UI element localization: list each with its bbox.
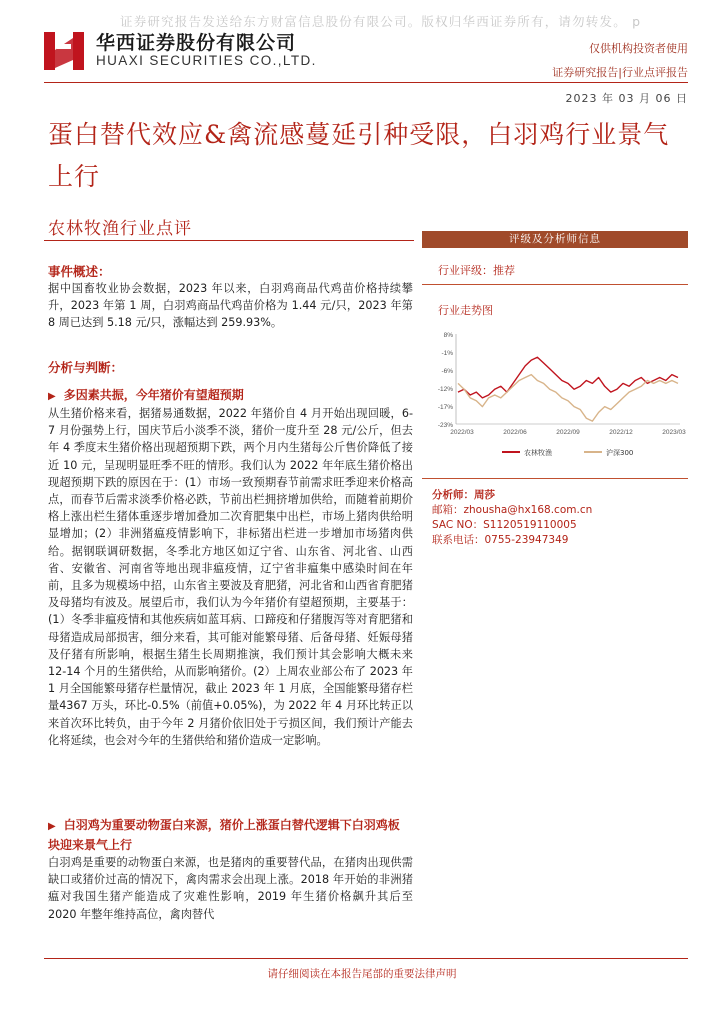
point1-heading: [48, 386, 408, 406]
chart-x-tick-label: 2022/06: [503, 429, 527, 436]
chart-legend-label: 沪深300: [606, 449, 634, 457]
panel-heading: 评级及分析师信息: [422, 231, 688, 248]
rating-label: 行业评级：: [438, 264, 493, 277]
analyst-info: [432, 488, 592, 548]
analyst-email[interactable]: 邮箱：zhousha@hx168.com.cn: [432, 504, 593, 516]
company-name-cn: 华西证券股份有限公司: [96, 32, 297, 54]
chart-y-tick-label: -12%: [437, 386, 453, 393]
chart-y-tick-label: -1%: [441, 350, 453, 357]
header-divider: [44, 82, 688, 83]
bullet-triangle-icon: ▶: [48, 821, 56, 832]
point2-text: 白羽鸡是重要的动物蛋白来源，也是猪肉的重要替代品，在猪肉出现供需缺口或猪价过高的情况下，禽肉需求会出现上涨。2018 年开始的非洲猪瘟对我国生猪产能造成了灾难性影响，2019 年生猪价格飙升其后至 2020 年整年维持高位，禽肉替代: [48, 856, 413, 921]
report-date: 2023 年 03 月 06 日: [565, 92, 688, 105]
chart-y-tick-label: -17%: [437, 404, 453, 411]
point2-heading: [48, 816, 408, 855]
trend-chart-title: 行业走势图: [438, 304, 493, 317]
report-type: 证券研究报告|行业点评报告: [552, 66, 688, 79]
footer-divider: [44, 958, 688, 959]
chart-x-tick-label: 2022/12: [609, 429, 633, 436]
point1-text: 从生猪价格来看，据猪易通数据，2022 年猪价自 4 月开始出现回暖，6-7 月份强势上行，国庆节后小淡季不淡，猪价一度升至 28 元/公斤，但去年 4 季度末生猪价格出现超预期下跌，两个月内生猪每公斤售价降低了接近 10 元，呈现明显旺季不旺的情形。我们认为 2022 年年底生猪价格出现超预期下跌的原因在于：(1）市场一致预期春节前需求旺季迎来价格高点，而春节后需求淡季价格必跌，节前出栏拥挤增加供给，而随着前期价格上涨出栏生猪体重逐步增加叠加二次育肥集中出栏，市场上猪肉供给明显增加；(2）非洲猪瘟疫情影响下，非标猪出栏进一步增加市场猪肉供给。据钢联调研数据，冬季北方地区如辽宁省、山东省、河北省、山西省、安徽省、河南省等地出现非瘟疫情，辽宁省非瘟集中感染时间在年前，且多为规模场中招，山东省主要波及育肥猪，河北省和山西省育肥猪及母猪均有波及。展望后市，我们认为今年猪价有望超预期，主要基于：(1）冬季非瘟疫情和其他疾病如蓝耳病、口蹄疫和仔猪腹泻等对育肥猪和母猪造成局部损害，细分来看，其可能对能繁母猪、后备母猪、妊娠母猪及仔猪有所影响，根据生猪生长周期推演，我们预计其会影响大概未来 12-14 个月的生猪供给，从而影响猪价。(2）上周农业部公布了 2023 年 1 月全国能繁母猪存栏量情况，截止 2023 年 1 月底，全国能繁母猪存栏量4367 万头，环比-0.5%（前值+0.05%)，为 2022 年 4 月环比转正以来首次环比转负，由于今年 2 月猪价依旧处于亏损区间，我们预计产能去化将延续，也会对今年的生猪供给和猪价造成一定影响。: [48, 407, 413, 747]
event-heading: 事件概述：: [48, 264, 111, 279]
analyst-name: 分析师：周莎: [432, 489, 495, 501]
point1-heading-text: 多因素共振，今年猪价有望超预期: [63, 388, 244, 402]
chart-y-tick-label: 8%: [443, 332, 453, 339]
point2-heading-text: 白羽鸡为重要动物蛋白来源，猪价上涨蛋白替代逻辑下白羽鸡板块迎来景气上行: [48, 818, 400, 852]
analysis-heading: 分析与判断：: [48, 360, 124, 375]
analyst-sac: SAC NO：S1120519110005: [432, 519, 577, 531]
event-text: 据中国畜牧业协会数据，2023 年以来，白羽鸡商品代鸡苗价格持续攀升，2023 年第 1 周，白羽鸡商品代鸡苗价格为 1.44 元/只，2023 年第 8 周已达到 5.18 元/只，涨幅达到 259.93%。: [48, 282, 413, 330]
chart-series-line-1: [458, 357, 678, 398]
chart-y-tick-label: -6%: [441, 368, 453, 375]
chart-x-tick-label: 2022/09: [556, 429, 580, 436]
industry-rating: [438, 262, 515, 278]
bullet-triangle-icon: ▶: [48, 391, 56, 402]
watermark: 证券研究报告发送给东方财富信息股份有限公司。版权归华西证券所有，请勿转发。 p: [120, 14, 642, 29]
chart-legend-label: 农林牧渔: [524, 449, 552, 457]
audience-note: 仅供机构投资者使用: [589, 42, 688, 55]
company-logo-icon: [44, 30, 84, 72]
chart-x-tick-label: 2022/03: [450, 429, 474, 436]
company-name-en: HUAXI SECURITIES CO.,LTD.: [96, 53, 317, 68]
trend-chart: [426, 326, 688, 461]
rating-value: 推荐: [493, 264, 515, 277]
report-title: 蛋白替代效应&禽流感蔓延引种受限，白羽鸡行业景气上行: [48, 120, 670, 191]
legal-notice: 请仔细阅读在本报告尾部的重要法律声明: [267, 968, 457, 980]
subtitle-divider: [44, 240, 414, 241]
panel-divider: [422, 478, 688, 479]
chart-x-tick-label: 2023/03: [662, 429, 686, 436]
report-subtitle: 农林牧渔行业点评: [48, 219, 192, 239]
analyst-phone: 联系电话：0755-23947349: [432, 534, 569, 546]
panel-divider: [422, 284, 688, 285]
chart-y-tick-label: -23%: [437, 422, 453, 429]
